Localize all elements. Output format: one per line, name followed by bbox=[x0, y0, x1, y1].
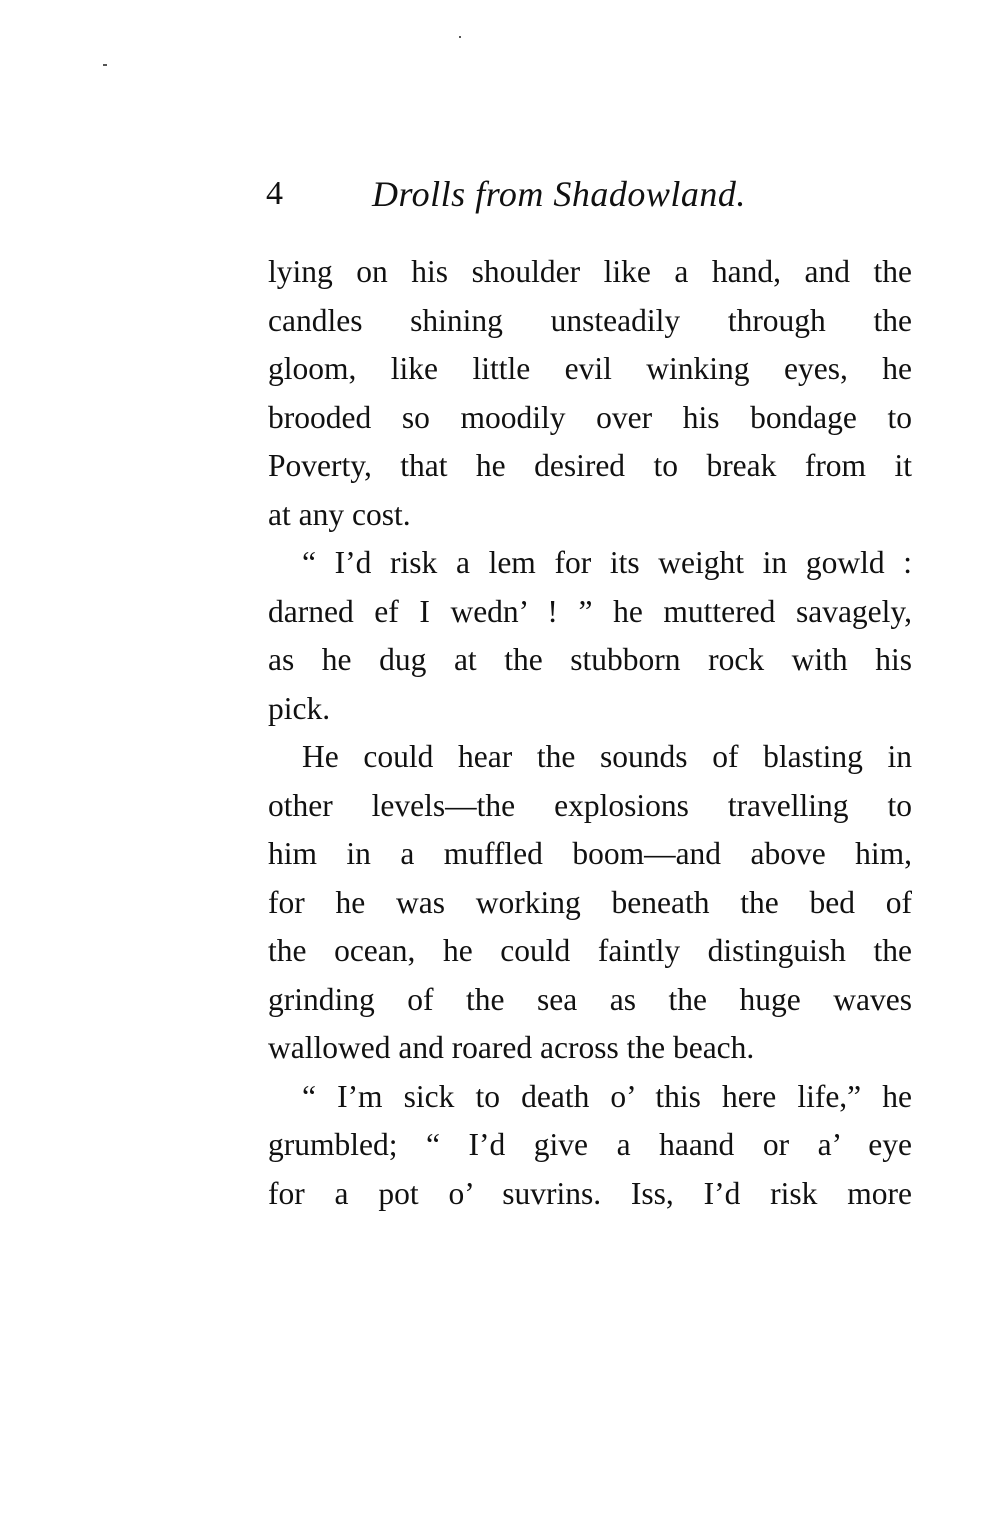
body-text bbox=[268, 248, 912, 1218]
text-line: other levels—the explosions travelling to bbox=[268, 787, 912, 823]
text-line: gloom, like little evil winking eyes, he bbox=[268, 351, 912, 386]
text-line: lying on his shoulder like a hand, and the bbox=[268, 254, 912, 289]
page-number: 4 bbox=[266, 175, 283, 212]
text-line: as he dug at the stubborn rock with his bbox=[268, 642, 912, 677]
text-line: “ I’m sick to death o’ this here life,” he bbox=[302, 1078, 912, 1114]
running-header bbox=[266, 172, 912, 222]
text-line: He could hear the sounds of blasting in bbox=[302, 739, 912, 774]
text-line: grumbled; “ I’d give a haand or a’ eye bbox=[268, 1127, 912, 1162]
text-line: for a pot o’ suvrins. Iss, I’d risk more bbox=[268, 1175, 912, 1211]
text-line: Poverty, that he desired to break from it bbox=[268, 448, 912, 483]
text-line: the ocean, he could faintly distinguish the bbox=[268, 933, 912, 968]
text-line: at any cost. bbox=[268, 496, 411, 532]
text-line: him in a muffled boom—and above him, bbox=[268, 836, 912, 871]
text-line: wallowed and roared across the beach. bbox=[268, 1030, 755, 1065]
text-line: candles shining unsteadily through the bbox=[268, 302, 912, 338]
text-line: grinding of the sea as the huge waves bbox=[268, 981, 912, 1017]
running-title: Drolls from Shadowland. bbox=[372, 174, 746, 214]
text-line: brooded so moodily over his bondage to bbox=[268, 399, 912, 435]
text-line: “ I’d risk a lem for its weight in gowld : bbox=[302, 545, 912, 580]
text-line: for he was working beneath the bed of bbox=[268, 884, 912, 920]
print-speck bbox=[459, 36, 461, 38]
text-line: darned ef I wedn’ ! ” he muttered savagely, bbox=[268, 593, 912, 629]
print-speck bbox=[103, 64, 107, 66]
text-line: pick. bbox=[268, 690, 331, 726]
